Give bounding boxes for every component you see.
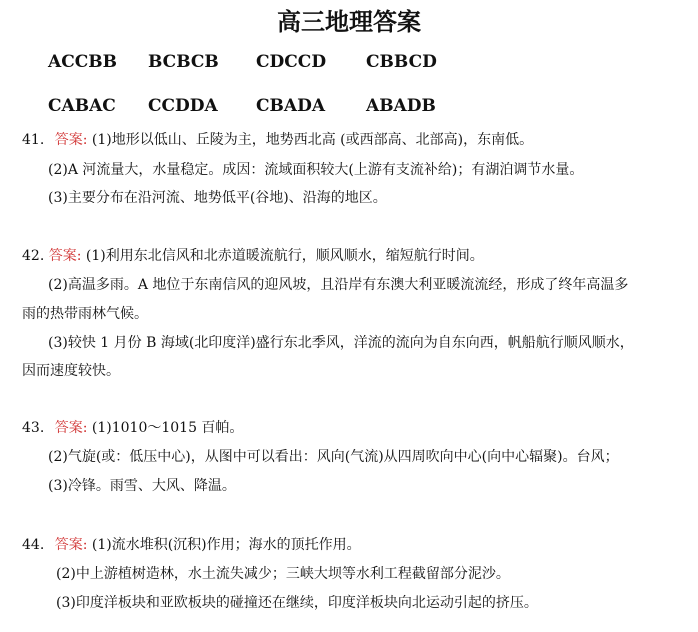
question-number: 41. — [22, 132, 45, 148]
answer-line: (2)气旋(或：低压中心)，从图中可以看出：风向(气流)从四周吹向中心(向中心辐聚)。台风； — [48, 449, 619, 465]
answer-text: (1)利用东北信风和北赤道暖流航行，顺风顺水，缩短航行时间。 — [85, 248, 484, 264]
question-line — [22, 129, 533, 149]
answer-line: (3)主要分布在沿河流、地势低平(谷地)、沿海的地区。 — [48, 190, 387, 206]
answer-label: 答案: — [48, 248, 82, 264]
question-line — [22, 534, 361, 554]
question-number: 44. — [22, 537, 45, 553]
answer-line: (3)印度洋板块和亚欧板块的碰撞还在继续，印度洋板块向北运动引起的挤压。 — [56, 595, 538, 611]
answer-text: (1)1010～1015 百帕。 — [91, 420, 244, 436]
answer-line: 因而速度较快。 — [22, 363, 120, 379]
answer-code: ACCBB — [48, 52, 117, 72]
question-number: 42. — [22, 248, 45, 264]
answer-line: (3)较快 1 月份 B 海域(北印度洋)盛行东北季风，洋流的流向为自东向西，帆船航行顺风顺水， — [48, 335, 634, 351]
answer-label: 答案: — [54, 420, 88, 436]
question-line — [22, 245, 484, 265]
answer-label: 答案: — [54, 537, 88, 553]
answer-line: 雨的热带雨林气候。 — [22, 306, 148, 322]
answer-label: 答案: — [54, 132, 88, 148]
answer-line: (3)冷锋。雨雪、大风、降温。 — [48, 478, 236, 494]
answer-text: (1)地形以低山、丘陵为主，地势西北高 (或西部高、北部高)，东南低。 — [91, 132, 534, 148]
answer-code: ABADB — [366, 96, 436, 116]
page-title: 高三地理答案 — [277, 8, 421, 36]
answer-code: BCBCB — [148, 52, 219, 72]
answer-code: CBBCD — [366, 52, 437, 72]
answer-line: (2)高温多雨。A 地位于东南信风的迎风坡，且沿岸有东澳大利亚暖流流经，形成了终年高温多 — [48, 277, 629, 293]
answer-code: CDCCD — [256, 52, 327, 72]
answer-text: (1)流水堆积(沉积)作用；海水的顶托作用。 — [91, 537, 361, 553]
answer-line: (2)中上游植树造林，水土流失减少；三峡大坝等水利工程截留部分泥沙。 — [56, 566, 510, 582]
answer-code: CABAC — [48, 96, 116, 116]
question-line — [22, 417, 243, 437]
question-number: 43. — [22, 420, 45, 436]
answer-code: CCDDA — [148, 96, 218, 116]
answer-line: (2)A 河流量大，水量稳定。成因：流域面积较大(上游有支流补给)；有湖泊调节水量。 — [48, 162, 584, 178]
answer-code: CBADA — [256, 96, 326, 116]
